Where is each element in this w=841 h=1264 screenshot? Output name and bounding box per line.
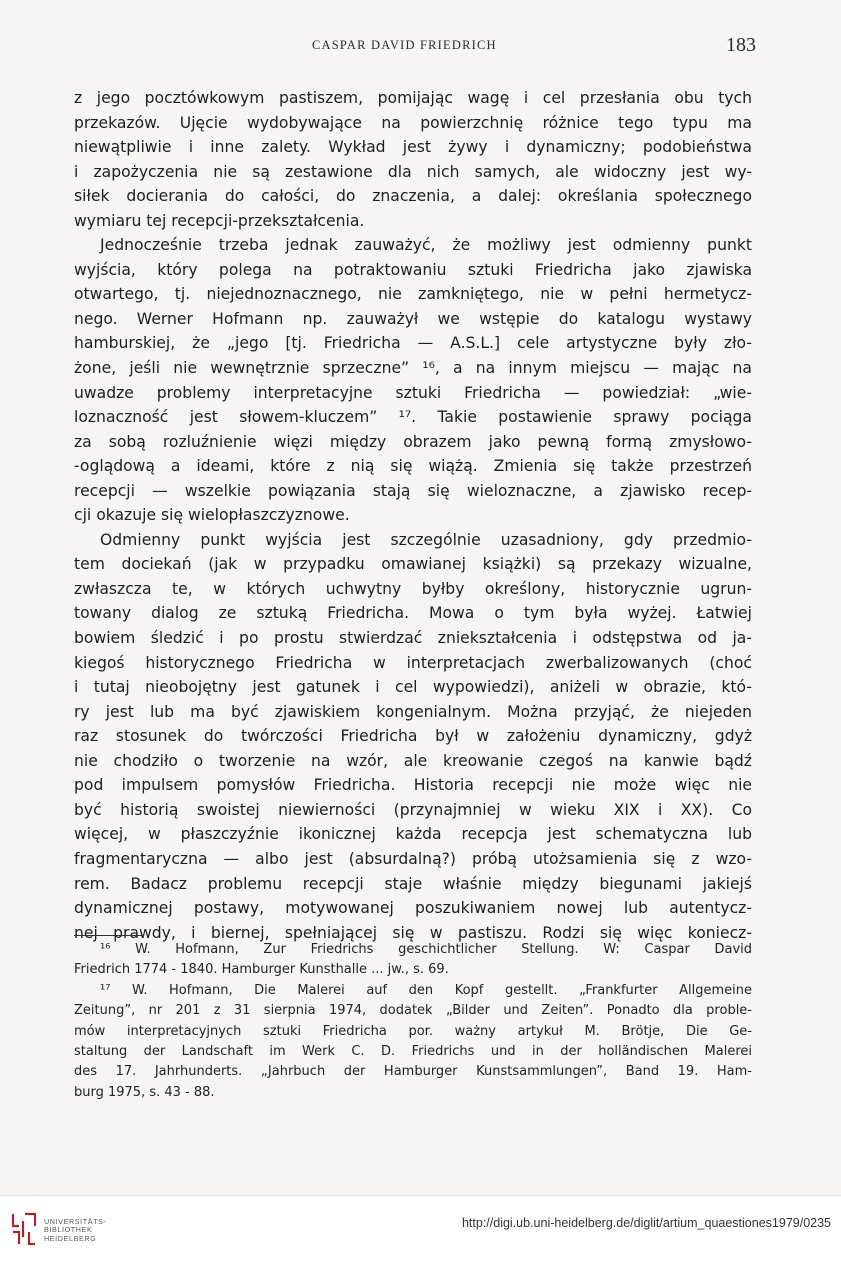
text-line: -oglądową a ideami, które z nią się wiążą. Zmienia się także przestrzeń	[74, 457, 752, 476]
page-number: 183	[726, 34, 756, 56]
text-line: zwłaszcza te, w których uchwytny byłby określony, historycznie ugrun-	[74, 579, 752, 598]
text-line: dynamicznej postawy, motywowanej poszukiwaniem nowej lub autentycz-	[74, 899, 752, 918]
text-line: cji okazuje się wielopłaszczyznowe.	[74, 506, 350, 525]
text-line: otwartego, tj. niejednoznacznego, nie zamkniętego, nie w pełni hermetycz-	[74, 285, 752, 304]
library-name-line: HEIDELBERG	[44, 1233, 97, 1243]
text-line: rem. Badacz problemu recepcji staje właśnie między biegunami jakiejś	[74, 874, 752, 893]
text-line: być historią swoistej niewierności (przynajmniej w wieku XIX i XX). Co	[74, 800, 752, 819]
text-line: pod impulsem pomysłów Friedricha. Historia recepcji nie może więc nie	[74, 776, 752, 795]
text-line: siłek docierania do całości, do znaczenia, a dalej: określania społecznego	[74, 187, 752, 206]
footnote-line: staltung der Landschaft im Werk C. D. Friedrichs und in der holländischen Malerei	[74, 1043, 752, 1059]
library-logo-icon	[10, 1212, 38, 1246]
text-line: i zapożyczenia nie są zestawione dla nich samych, ale widoczny jest wy-	[74, 162, 752, 181]
text-line: hamburskiej, że „jego [tj. Friedricha — A.S.L.] cele artystyczne były zło-	[74, 334, 752, 353]
text-line: towany dialog ze sztuką Friedricha. Mowa o tym była wyżej. Łatwiej	[74, 604, 752, 623]
footnote-divider	[74, 935, 144, 936]
text-line: wyjścia, który polega na potraktowaniu sztuki Friedricha jako zjawiska	[74, 260, 752, 279]
text-line: więcej, w płaszczyźnie ikonicznej każda recepcja jest schematyczna lub	[74, 825, 752, 844]
library-name-line: UNIVERSITÄTS-	[44, 1217, 107, 1226]
text-line: tem dociekań (jak w przypadku omawianej książki) są przekazy wizualne,	[74, 555, 752, 574]
text-line: loznaczność jest słowem-kluczem” ¹⁷. Takie postawienie sprawy pociąga	[74, 408, 752, 427]
source-url-link[interactable]: http://digi.ub.uni-heidelberg.de/diglit/artium_quaestiones1979/0235	[461, 1216, 831, 1230]
text-line: i tutaj nieobojętny jest gatunek i cel wypowiedzi), aniżeli w obrazie, któ-	[74, 678, 752, 697]
body-text	[74, 86, 752, 945]
running-title: CASPAR DAVID FRIEDRICH	[312, 38, 497, 52]
text-line: nej prawdy, i biernej, spełniającej się w pastiszu. Rodzi się więc koniecz-	[74, 923, 752, 942]
text-line: bowiem śledzić i po prostu stwierdzać zniekształcenia i odstępstwa od ja-	[74, 629, 752, 648]
text-line: fragmentaryczna — albo jest (absurdalną?) próbą utożsamienia się z wzo-	[74, 849, 752, 868]
text-line: raz stosunek do twórczości Friedricha był w założeniu dynamiczny, gdyż	[74, 727, 752, 746]
library-name-line: BIBLIOTHEK	[44, 1225, 93, 1235]
text-line: za sobą rozluźnienie więzi między obrazem jako pewną formą zmysłowo-	[74, 432, 752, 451]
footnote-line: ¹⁷ W. Hofmann, Die Malerei auf den Kopf gestellt. „Frankfurter Allgemeine	[100, 982, 752, 998]
library-name	[44, 1218, 107, 1243]
text-line: żone, jeśli nie wewnętrznie sprzeczne” ¹⁶, a na innym miejscu — mając na	[74, 359, 752, 378]
footnote-line: ¹⁶ W. Hofmann, Zur Friedrichs geschichtlicher Stellung. W: Caspar David	[100, 942, 752, 957]
text-line: uwadze problemy interpretacyjne sztuki Friedricha — powiedział: „wie-	[74, 383, 752, 402]
footnote-line: mów interpretacyjnych sztuki Friedricha por. ważny artykuł M. Brötje, Die Ge-	[74, 1023, 752, 1039]
footnote-line: Friedrich 1774 - 1840. Hamburger Kunsthalle ... jw., s. 69.	[74, 962, 449, 978]
text-line: Odmienny punkt wyjścia jest szczególnie uzasadniony, gdy przedmio-	[100, 530, 752, 549]
text-line: ry jest lub ma być zjawiskiem kongenialnym. Można przyjąć, że niejeden	[74, 702, 752, 721]
text-line: nie chodziło o tworzenie na wzór, ale kreowanie czegoś na kanwie bądź	[74, 751, 752, 770]
text-line: recepcji — wszelkie powiązania stają się wieloznaczne, a zjawisko recep-	[74, 481, 752, 500]
footnote-line: burg 1975, s. 43 - 88.	[74, 1084, 215, 1100]
text-line: niewątpliwie i inne zalety. Wykład jest żywy i dynamiczny; podobieństwa	[74, 138, 752, 157]
text-line: Jednocześnie trzeba jednak zauważyć, że możliwy jest odmienny punkt	[100, 236, 752, 255]
text-line: z jego pocztówkowym pastiszem, pomijając wagę i cel przesłania obu tych	[74, 89, 752, 107]
footnotes	[74, 940, 752, 1103]
text-line: przekazów. Ujęcie wydobywające na powierzchnię różnice tego typu ma	[74, 113, 752, 132]
text-line: wymiaru tej recepcji-przekształcenia.	[74, 211, 365, 230]
footnote-line: Zeitung”, nr 201 z 31 sierpnia 1974, dodatek „Bilder und Zeiten”. Ponadto dla proble-	[74, 1003, 752, 1019]
text-line: nego. Werner Hofmann np. zauważył we wstępie do katalogu wystawy	[74, 309, 752, 328]
viewer-footer	[0, 1195, 841, 1264]
footnote-line: des 17. Jahrhunderts. „Jahrbuch der Hamburger Kunstsammlungen”, Band 19. Ham-	[74, 1064, 752, 1080]
text-line: kiegoś historycznego Friedricha w interpretacjach zwerbalizowanych (choć	[74, 653, 752, 672]
